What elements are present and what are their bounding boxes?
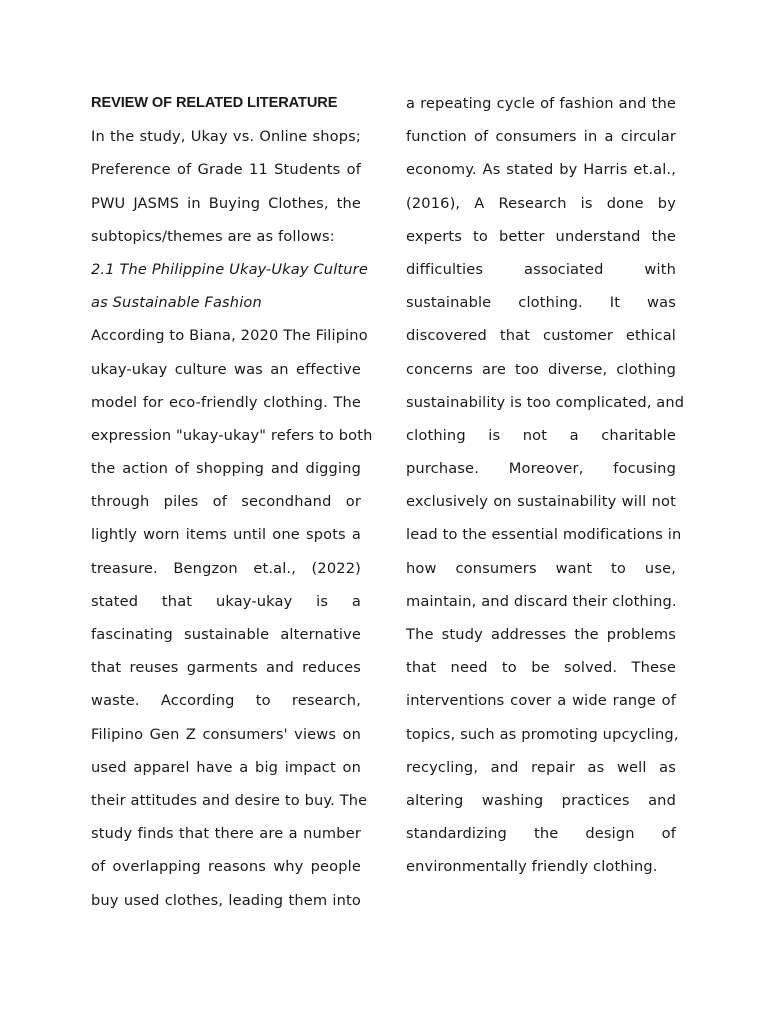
left-paragraph-line: PWU JASMS in Buying Clothes, the [91,194,361,212]
right-paragraph-line: recycling, and repair as well as [406,758,676,776]
right-paragraph-line: concerns are too diverse, clothing [406,360,676,378]
left-paragraph-line: Preference of Grade 11 Students of [91,161,361,179]
left-paragraph-line: treasure. Bengzon et.al., (2022) [91,559,361,577]
right-paragraph-line: purchase. Moreover, focusing [406,460,676,478]
right-paragraph-line: environmentally friendly clothing. [406,858,658,876]
right-paragraph-line: difficulties associated with [406,260,676,278]
right-paragraph-line: clothing is not a charitable [406,426,676,444]
left-paragraph-line: expression "ukay-ukay" refers to both [91,426,373,444]
right-paragraph-line: sustainability is too complicated, and [406,393,685,411]
left-paragraph-line: According to Biana, 2020 The Filipino [91,327,368,345]
left-paragraph-line: their attitudes and desire to buy. The [91,791,368,809]
left-paragraph-line: used apparel have a big impact on [91,758,361,776]
left-paragraph-line: waste. According to research, [91,692,361,710]
left-paragraph-line: In the study, Ukay vs. Online shops; [91,128,361,146]
left-paragraph-line: stated that ukay-ukay is a [91,592,361,610]
right-paragraph-line: topics, such as promoting upcycling, [406,725,679,743]
right-paragraph-line: experts to better understand the [406,227,676,245]
left-text-column [91,87,373,917]
left-paragraph-line: fascinating sustainable alternative [91,626,361,643]
right-paragraph-line: The study addresses the problems [406,626,676,643]
right-paragraph-line: a repeating cycle of fashion and the [406,95,676,112]
left-paragraph-line: buy used clothes, leading them into [91,891,361,909]
right-paragraph-line: function of consumers in a circular [406,128,676,146]
right-paragraph-line: interventions cover a wide range of [406,692,676,710]
right-paragraph-line: altering washing practices and [406,791,676,809]
section-heading: REVIEW OF RELATED LITERATURE [91,95,338,111]
left-paragraph-line: subtopics/themes are as follows: [91,227,335,245]
left-paragraph-line: Filipino Gen Z consumers' views on [91,725,361,743]
right-paragraph-line: exclusively on sustainability will not [406,493,676,511]
left-paragraph-line: 2.1 The Philippine Ukay-Ukay Culture [91,260,368,278]
right-paragraph-line: lead to the essential modifications in [406,526,682,544]
left-paragraph-line: model for eco-friendly clothing. The [91,393,361,411]
right-text-column [406,87,685,884]
right-paragraph-line: economy. As stated by Harris et.al., [406,161,676,179]
right-paragraph-line: discovered that customer ethical [406,327,676,345]
left-paragraph-line: lightly worn items until one spots a [91,526,361,544]
left-paragraph-line: through piles of secondhand or [91,493,361,511]
left-paragraph-line: the action of shopping and digging [91,460,361,478]
left-paragraph-line: that reuses garments and reduces [91,659,361,677]
left-paragraph-line: as Sustainable Fashion [91,294,262,312]
right-paragraph-line: maintain, and discard their clothing. [406,592,677,610]
right-paragraph-line: sustainable clothing. It was [406,294,676,312]
right-paragraph-line: that need to be solved. These [406,659,676,677]
left-paragraph-line: of overlapping reasons why people [91,858,361,876]
right-paragraph-line: how consumers want to use, [406,559,676,577]
left-paragraph-line: ukay-ukay culture was an effective [91,360,361,378]
left-paragraph-line: study finds that there are a number [91,825,361,843]
right-paragraph-line: standardizing the design of [406,825,676,843]
right-paragraph-line: (2016), A Research is done by [406,194,676,212]
